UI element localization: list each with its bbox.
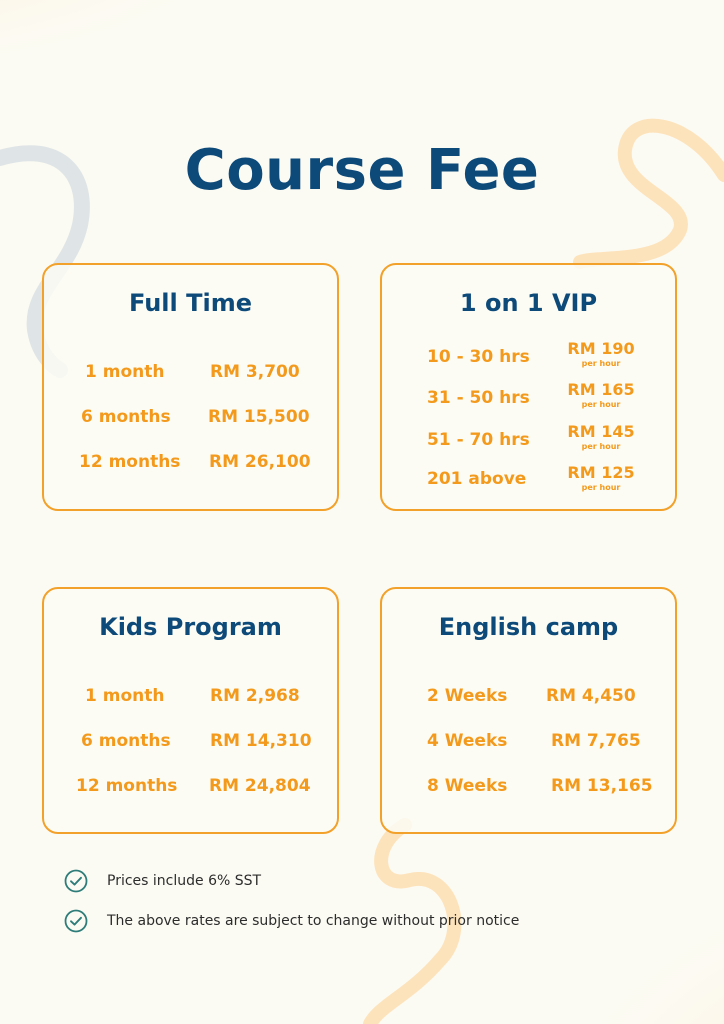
price-value: RM 13,165 bbox=[551, 776, 653, 796]
camp-row bbox=[382, 686, 675, 716]
note-item bbox=[64, 869, 261, 893]
camp-row bbox=[382, 776, 675, 806]
full-time-row bbox=[44, 452, 337, 482]
vip-card bbox=[380, 263, 677, 511]
duration-label: 12 months bbox=[79, 452, 181, 472]
kids-row bbox=[44, 686, 337, 716]
check-circle-icon bbox=[64, 909, 88, 933]
price-amount: RM 190 bbox=[567, 339, 635, 358]
price-value: RM 7,765 bbox=[551, 731, 641, 751]
price-unit: per hour bbox=[581, 442, 621, 451]
price-amount: RM 165 bbox=[567, 380, 635, 399]
duration-label: 4 Weeks bbox=[427, 731, 508, 751]
vip-row bbox=[382, 339, 675, 375]
duration-label: 12 months bbox=[76, 776, 178, 796]
price-unit: per hour bbox=[581, 483, 621, 492]
price-value: RM 2,968 bbox=[210, 686, 300, 706]
note-text: The above rates are subject to change without prior notice bbox=[107, 913, 520, 929]
kids-row bbox=[44, 776, 337, 806]
price-value bbox=[560, 339, 642, 368]
kids-row bbox=[44, 731, 337, 761]
price-amount: RM 125 bbox=[567, 463, 635, 482]
duration-label: 6 months bbox=[81, 407, 171, 427]
hours-label: 201 above bbox=[427, 469, 527, 489]
price-unit: per hour bbox=[581, 400, 621, 409]
full-time-title: Full Time bbox=[129, 289, 252, 317]
english-camp-title: English camp bbox=[438, 613, 619, 641]
duration-label: 8 Weeks bbox=[427, 776, 508, 796]
price-value bbox=[560, 380, 642, 409]
page-title: Course Fee bbox=[184, 138, 540, 203]
duration-label: 1 month bbox=[85, 362, 165, 382]
english-camp-card bbox=[380, 587, 677, 834]
note-text: Prices include 6% SST bbox=[107, 873, 262, 889]
price-value: RM 14,310 bbox=[210, 731, 312, 751]
duration-label: 2 Weeks bbox=[427, 686, 508, 706]
price-value: RM 3,700 bbox=[210, 362, 300, 382]
full-time-row bbox=[44, 407, 337, 437]
full-time-card bbox=[42, 263, 339, 511]
price-value bbox=[560, 422, 642, 451]
vip-row bbox=[382, 422, 675, 458]
check-circle-icon bbox=[64, 869, 88, 893]
price-value: RM 26,100 bbox=[209, 452, 311, 472]
duration-label: 6 months bbox=[81, 731, 171, 751]
note-item bbox=[64, 909, 519, 933]
vip-row bbox=[382, 463, 675, 499]
price-value bbox=[560, 463, 642, 492]
price-unit: per hour bbox=[581, 359, 621, 368]
full-time-row bbox=[44, 362, 337, 392]
price-value: RM 24,804 bbox=[209, 776, 311, 796]
vip-row bbox=[382, 380, 675, 416]
hours-label: 51 - 70 hrs bbox=[427, 430, 530, 450]
vip-title: 1 on 1 VIP bbox=[459, 289, 598, 317]
price-value: RM 4,450 bbox=[546, 686, 636, 706]
camp-row bbox=[382, 731, 675, 761]
hours-label: 10 - 30 hrs bbox=[427, 347, 530, 367]
hours-label: 31 - 50 hrs bbox=[427, 388, 530, 408]
price-amount: RM 145 bbox=[567, 422, 635, 441]
price-value: RM 15,500 bbox=[208, 407, 310, 427]
duration-label: 1 month bbox=[85, 686, 165, 706]
kids-program-title: Kids Program bbox=[99, 613, 282, 641]
kids-program-card bbox=[42, 587, 339, 834]
